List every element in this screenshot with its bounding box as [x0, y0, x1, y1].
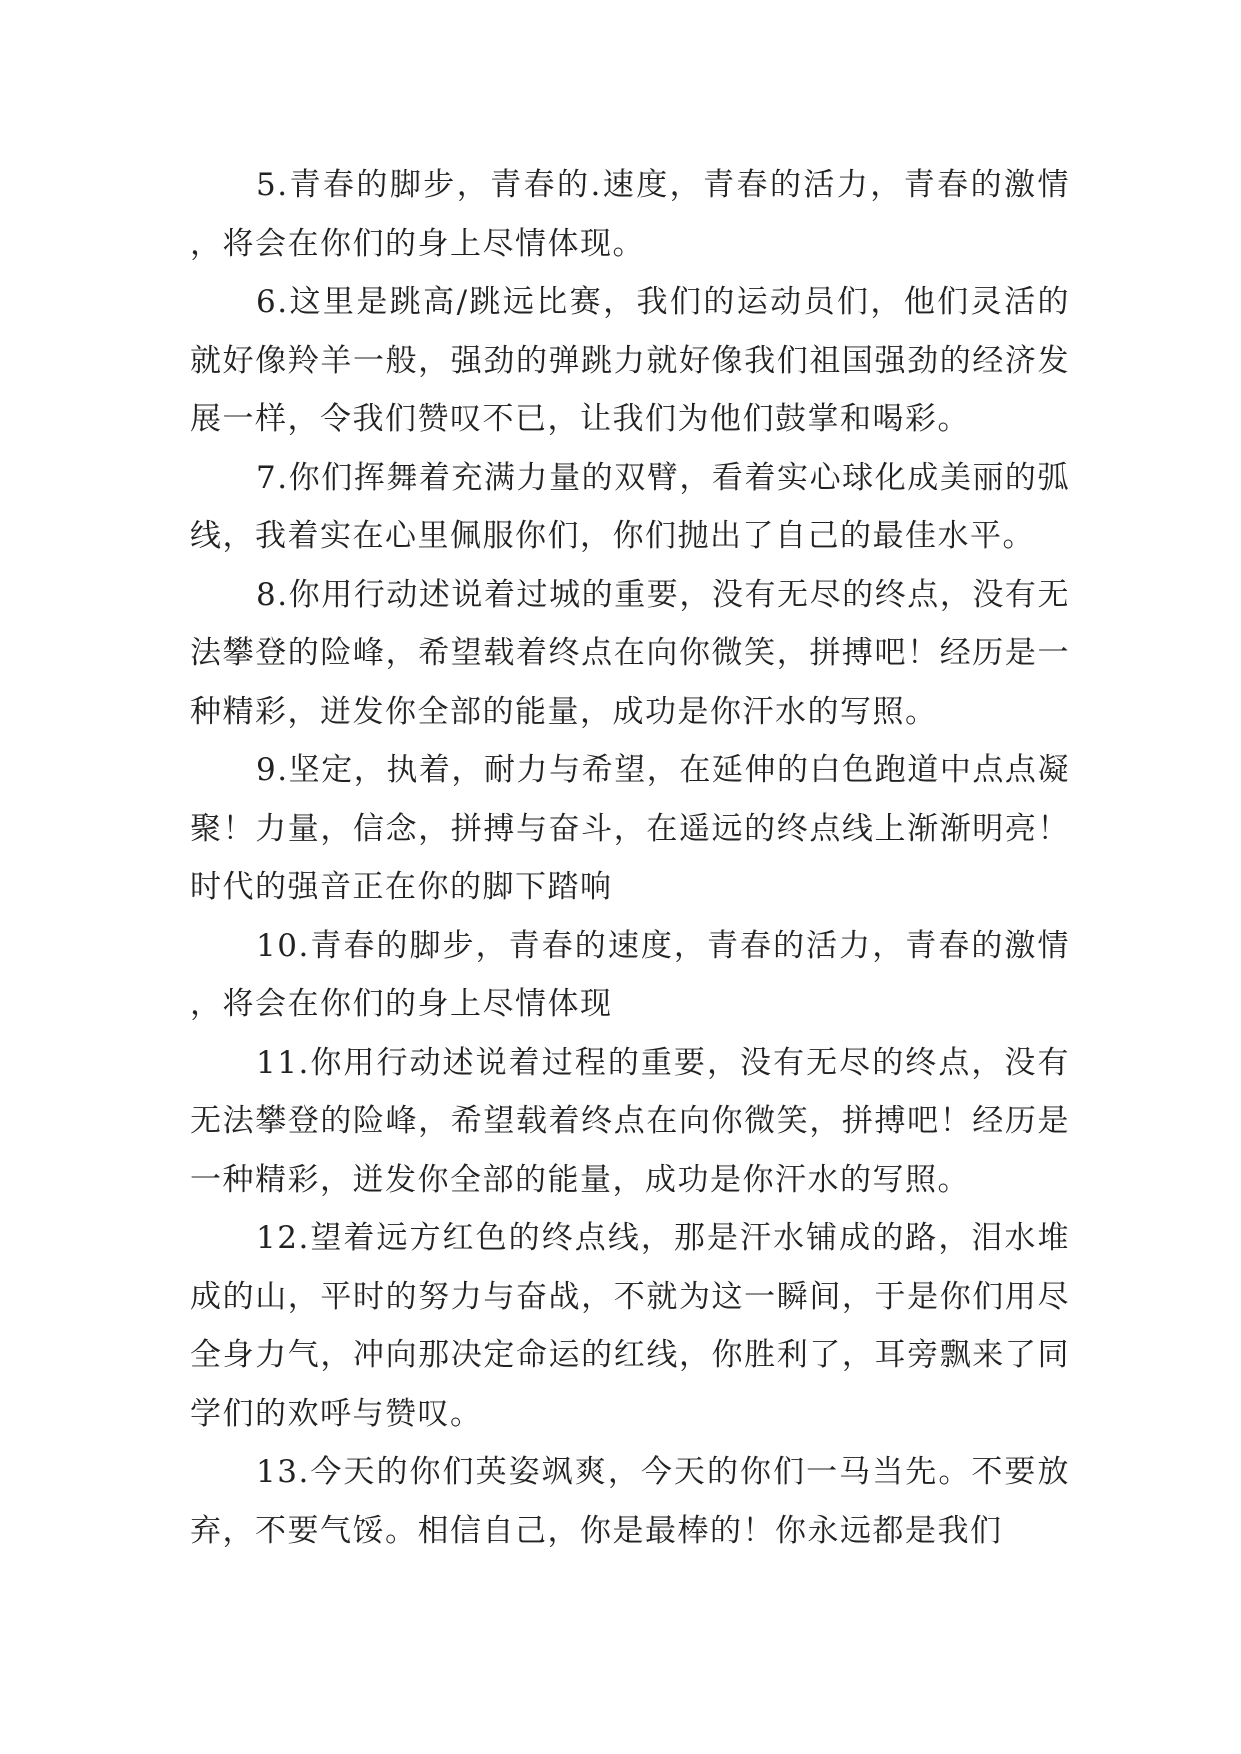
paragraph-11: 11.你用行动述说着过程的重要，没有无尽的终点，没有无法攀登的险峰，希望载着终点在向你微笑，拼搏吧！经历是一种精彩，迸发你全部的能量，成功是你汗水的写照。	[190, 1044, 1070, 1198]
paragraph-12: 12.望着远方红色的终点线，那是汗水铺成的路，泪水堆成的山，平时的努力与奋战，不就为这一瞬间，于是你们用尽全身力气，冲向那决定命运的红线，你胜利了，耳旁飘来了同学们的欢呼与赞叹。	[190, 1220, 1070, 1432]
paragraph-7: 7.你们挥舞着充满力量的双臂，看着实心球化成美丽的弧线，我着实在心里佩服你们，你们抛出了自己的最佳水平。	[190, 459, 1070, 554]
paragraph-5: 5.青春的脚步，青春的.速度，青春的活力，青春的激情，将会在你们的身上尽情体现。	[190, 167, 1070, 262]
paragraph-13: 13.今天的你们英姿飒爽，今天的你们一马当先。不要放弃，不要气馁。相信自己，你是最棒的！你永远都是我们	[190, 1454, 1070, 1549]
paragraph-9: 9.坚定，执着，耐力与希望，在延伸的白色跑道中点点凝聚！力量，信念，拼搏与奋斗，在遥远的终点线上渐渐明亮！时代的强音正在你的脚下踏响	[190, 752, 1070, 905]
document-body	[190, 156, 1070, 1560]
paragraph-6: 6.这里是跳高/跳远比赛，我们的运动员们，他们灵活的就好像羚羊一般，强劲的弹跳力就好像我们祖国强劲的经济发展一样，令我们赞叹不已，让我们为他们鼓掌和喝彩。	[190, 284, 1070, 437]
paragraph-10: 10.青春的脚步，青春的速度，青春的活力，青春的激情，将会在你们的身上尽情体现	[190, 927, 1070, 1022]
paragraph-8: 8.你用行动述说着过城的重要，没有无尽的终点，没有无法攀登的险峰，希望载着终点在向你微笑，拼搏吧！经历是一种精彩，迸发你全部的能量，成功是你汗水的写照。	[190, 576, 1070, 730]
